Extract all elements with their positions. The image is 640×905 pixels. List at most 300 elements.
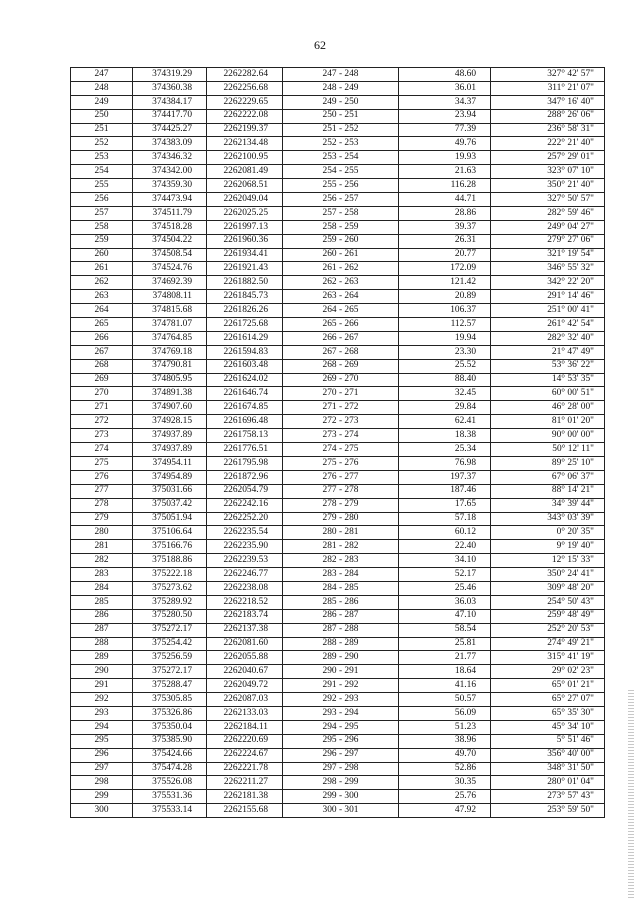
segment-cell: 250 - 251 <box>283 109 399 123</box>
segment-cell: 277 - 278 <box>283 484 399 498</box>
y-coordinate-cell: 2262211.27 <box>207 776 283 790</box>
table-row <box>71 595 605 609</box>
bearing-cell: 253° 59' 50" <box>491 804 605 818</box>
point-number-cell: 256 <box>71 193 133 207</box>
table-row <box>71 762 605 776</box>
y-coordinate-cell: 2262184.11 <box>207 720 283 734</box>
point-number-cell: 276 <box>71 470 133 484</box>
segment-cell: 274 - 275 <box>283 443 399 457</box>
y-coordinate-cell: 2261795.98 <box>207 456 283 470</box>
x-coordinate-cell: 374511.79 <box>133 206 207 220</box>
distance-cell: 25.34 <box>399 443 491 457</box>
bearing-cell: 309° 48' 20" <box>491 581 605 595</box>
distance-cell: 50.57 <box>399 693 491 707</box>
point-number-cell: 287 <box>71 623 133 637</box>
table-row <box>71 429 605 443</box>
segment-cell: 283 - 284 <box>283 568 399 582</box>
distance-cell: 76.98 <box>399 456 491 470</box>
segment-cell: 270 - 271 <box>283 387 399 401</box>
table-row <box>71 470 605 484</box>
table-row <box>71 123 605 137</box>
x-coordinate-cell: 375272.17 <box>133 623 207 637</box>
x-coordinate-cell: 374907.60 <box>133 401 207 415</box>
table-row <box>71 526 605 540</box>
point-number-cell: 290 <box>71 665 133 679</box>
x-coordinate-cell: 374764.85 <box>133 331 207 345</box>
point-number-cell: 283 <box>71 568 133 582</box>
distance-cell: 56.09 <box>399 706 491 720</box>
distance-cell: 19.94 <box>399 331 491 345</box>
table-row <box>71 206 605 220</box>
point-number-cell: 296 <box>71 748 133 762</box>
bearing-cell: 342° 22' 20" <box>491 276 605 290</box>
table-row <box>71 415 605 429</box>
distance-cell: 52.17 <box>399 568 491 582</box>
table-row <box>71 304 605 318</box>
segment-cell: 259 - 260 <box>283 234 399 248</box>
segment-cell: 286 - 287 <box>283 609 399 623</box>
segment-cell: 284 - 285 <box>283 581 399 595</box>
point-number-cell: 270 <box>71 387 133 401</box>
distance-cell: 25.81 <box>399 637 491 651</box>
bearing-cell: 9° 19' 40" <box>491 540 605 554</box>
bearing-cell: 323° 07' 10" <box>491 165 605 179</box>
point-number-cell: 251 <box>71 123 133 137</box>
point-number-cell: 273 <box>71 429 133 443</box>
table-row <box>71 498 605 512</box>
segment-cell: 287 - 288 <box>283 623 399 637</box>
bearing-cell: 327° 50' 57" <box>491 193 605 207</box>
point-number-cell: 271 <box>71 401 133 415</box>
coordinates-table <box>70 67 605 818</box>
x-coordinate-cell: 374928.15 <box>133 415 207 429</box>
distance-cell: 34.10 <box>399 554 491 568</box>
distance-cell: 18.38 <box>399 429 491 443</box>
table-row <box>71 720 605 734</box>
table-row <box>71 804 605 818</box>
y-coordinate-cell: 2261725.68 <box>207 318 283 332</box>
table-row <box>71 679 605 693</box>
point-number-cell: 292 <box>71 693 133 707</box>
bearing-cell: 251° 00' 41" <box>491 304 605 318</box>
point-number-cell: 258 <box>71 220 133 234</box>
point-number-cell: 261 <box>71 262 133 276</box>
distance-cell: 19.93 <box>399 151 491 165</box>
bearing-cell: 315° 41' 19" <box>491 651 605 665</box>
point-number-cell: 281 <box>71 540 133 554</box>
y-coordinate-cell: 2262235.54 <box>207 526 283 540</box>
bearing-cell: 282° 32' 40" <box>491 331 605 345</box>
distance-cell: 22.40 <box>399 540 491 554</box>
x-coordinate-cell: 375526.08 <box>133 776 207 790</box>
bearing-cell: 81° 01' 20" <box>491 415 605 429</box>
table-row <box>71 373 605 387</box>
point-number-cell: 269 <box>71 373 133 387</box>
x-coordinate-cell: 375531.36 <box>133 790 207 804</box>
y-coordinate-cell: 2261758.13 <box>207 429 283 443</box>
bearing-cell: 346° 55' 32" <box>491 262 605 276</box>
table-row <box>71 81 605 95</box>
point-number-cell: 274 <box>71 443 133 457</box>
distance-cell: 17.65 <box>399 498 491 512</box>
point-number-cell: 289 <box>71 651 133 665</box>
y-coordinate-cell: 2262199.37 <box>207 123 283 137</box>
bearing-cell: 88° 14' 21" <box>491 484 605 498</box>
point-number-cell: 293 <box>71 706 133 720</box>
y-coordinate-cell: 2262229.65 <box>207 95 283 109</box>
segment-cell: 271 - 272 <box>283 401 399 415</box>
x-coordinate-cell: 375272.17 <box>133 665 207 679</box>
point-number-cell: 288 <box>71 637 133 651</box>
table-row <box>71 276 605 290</box>
y-coordinate-cell: 2261882.50 <box>207 276 283 290</box>
x-coordinate-cell: 374524.76 <box>133 262 207 276</box>
distance-cell: 36.01 <box>399 81 491 95</box>
segment-cell: 249 - 250 <box>283 95 399 109</box>
table-row <box>71 220 605 234</box>
y-coordinate-cell: 2262137.38 <box>207 623 283 637</box>
distance-cell: 121.42 <box>399 276 491 290</box>
point-number-cell: 249 <box>71 95 133 109</box>
y-coordinate-cell: 2261646.74 <box>207 387 283 401</box>
x-coordinate-cell: 374319.29 <box>133 68 207 82</box>
segment-cell: 252 - 253 <box>283 137 399 151</box>
table-row <box>71 331 605 345</box>
bearing-cell: 65° 35' 30" <box>491 706 605 720</box>
bearing-cell: 279° 27' 06" <box>491 234 605 248</box>
y-coordinate-cell: 2261624.02 <box>207 373 283 387</box>
bearing-cell: 347° 16' 40" <box>491 95 605 109</box>
y-coordinate-cell: 2262235.90 <box>207 540 283 554</box>
bearing-cell: 280° 01' 04" <box>491 776 605 790</box>
bearing-cell: 50° 12' 11" <box>491 443 605 457</box>
point-number-cell: 257 <box>71 206 133 220</box>
point-number-cell: 264 <box>71 304 133 318</box>
point-number-cell: 280 <box>71 526 133 540</box>
segment-cell: 279 - 280 <box>283 512 399 526</box>
y-coordinate-cell: 2262068.51 <box>207 179 283 193</box>
bearing-cell: 291° 14' 46" <box>491 290 605 304</box>
bearing-cell: 29° 02' 23" <box>491 665 605 679</box>
x-coordinate-cell: 374383.09 <box>133 137 207 151</box>
y-coordinate-cell: 2262238.08 <box>207 581 283 595</box>
x-coordinate-cell: 374508.54 <box>133 248 207 262</box>
x-coordinate-cell: 375031.66 <box>133 484 207 498</box>
y-coordinate-cell: 2262252.20 <box>207 512 283 526</box>
y-coordinate-cell: 2261614.29 <box>207 331 283 345</box>
y-coordinate-cell: 2261826.26 <box>207 304 283 318</box>
bearing-cell: 45° 34' 10" <box>491 720 605 734</box>
x-coordinate-cell: 374769.18 <box>133 345 207 359</box>
segment-cell: 300 - 301 <box>283 804 399 818</box>
point-number-cell: 265 <box>71 318 133 332</box>
x-coordinate-cell: 374384.17 <box>133 95 207 109</box>
y-coordinate-cell: 2262087.03 <box>207 693 283 707</box>
segment-cell: 258 - 259 <box>283 220 399 234</box>
bearing-cell: 261° 42' 54" <box>491 318 605 332</box>
bearing-cell: 5° 51' 46" <box>491 734 605 748</box>
table-row <box>71 651 605 665</box>
point-number-cell: 255 <box>71 179 133 193</box>
y-coordinate-cell: 2262181.38 <box>207 790 283 804</box>
segment-cell: 282 - 283 <box>283 554 399 568</box>
segment-cell: 251 - 252 <box>283 123 399 137</box>
x-coordinate-cell: 374781.07 <box>133 318 207 332</box>
y-coordinate-cell: 2262246.77 <box>207 568 283 582</box>
bearing-cell: 259° 48' 49" <box>491 609 605 623</box>
y-coordinate-cell: 2262081.49 <box>207 165 283 179</box>
bearing-cell: 274° 49' 21" <box>491 637 605 651</box>
table-row <box>71 748 605 762</box>
table-row <box>71 234 605 248</box>
bearing-cell: 257° 29' 01" <box>491 151 605 165</box>
y-coordinate-cell: 2261603.48 <box>207 359 283 373</box>
x-coordinate-cell: 374360.38 <box>133 81 207 95</box>
table-row <box>71 248 605 262</box>
segment-cell: 253 - 254 <box>283 151 399 165</box>
distance-cell: 38.96 <box>399 734 491 748</box>
y-coordinate-cell: 2262239.53 <box>207 554 283 568</box>
distance-cell: 25.52 <box>399 359 491 373</box>
distance-cell: 21.63 <box>399 165 491 179</box>
y-coordinate-cell: 2261845.73 <box>207 290 283 304</box>
point-number-cell: 295 <box>71 734 133 748</box>
segment-cell: 291 - 292 <box>283 679 399 693</box>
bearing-cell: 273° 57' 43" <box>491 790 605 804</box>
segment-cell: 267 - 268 <box>283 345 399 359</box>
distance-cell: 49.70 <box>399 748 491 762</box>
x-coordinate-cell: 375533.14 <box>133 804 207 818</box>
distance-cell: 26.31 <box>399 234 491 248</box>
table-row <box>71 401 605 415</box>
table-row <box>71 109 605 123</box>
segment-cell: 260 - 261 <box>283 248 399 262</box>
distance-cell: 20.77 <box>399 248 491 262</box>
bearing-cell: 282° 59' 46" <box>491 206 605 220</box>
y-coordinate-cell: 2262256.68 <box>207 81 283 95</box>
point-number-cell: 297 <box>71 762 133 776</box>
point-number-cell: 282 <box>71 554 133 568</box>
distance-cell: 39.37 <box>399 220 491 234</box>
bearing-cell: 249° 04' 27" <box>491 220 605 234</box>
x-coordinate-cell: 375305.85 <box>133 693 207 707</box>
bearing-cell: 343° 03' 39" <box>491 512 605 526</box>
segment-cell: 254 - 255 <box>283 165 399 179</box>
table-row <box>71 568 605 582</box>
bearing-cell: 321° 19' 54" <box>491 248 605 262</box>
distance-cell: 25.76 <box>399 790 491 804</box>
distance-cell: 77.39 <box>399 123 491 137</box>
point-number-cell: 248 <box>71 81 133 95</box>
distance-cell: 23.94 <box>399 109 491 123</box>
bearing-cell: 46° 28' 00" <box>491 401 605 415</box>
y-coordinate-cell: 2262155.68 <box>207 804 283 818</box>
y-coordinate-cell: 2261997.13 <box>207 220 283 234</box>
bearing-cell: 327° 42' 57" <box>491 68 605 82</box>
x-coordinate-cell: 375256.59 <box>133 651 207 665</box>
point-number-cell: 263 <box>71 290 133 304</box>
y-coordinate-cell: 2261960.36 <box>207 234 283 248</box>
distance-cell: 47.92 <box>399 804 491 818</box>
x-coordinate-cell: 375424.66 <box>133 748 207 762</box>
point-number-cell: 285 <box>71 595 133 609</box>
table-row <box>71 290 605 304</box>
y-coordinate-cell: 2261776.51 <box>207 443 283 457</box>
x-coordinate-cell: 374790.81 <box>133 359 207 373</box>
table-row <box>71 137 605 151</box>
bearing-cell: 254° 50' 43" <box>491 595 605 609</box>
segment-cell: 248 - 249 <box>283 81 399 95</box>
point-number-cell: 260 <box>71 248 133 262</box>
table-row <box>71 665 605 679</box>
table-row <box>71 456 605 470</box>
point-number-cell: 286 <box>71 609 133 623</box>
distance-cell: 20.89 <box>399 290 491 304</box>
x-coordinate-cell: 375188.86 <box>133 554 207 568</box>
table-row <box>71 581 605 595</box>
bearing-cell: 14° 53' 35" <box>491 373 605 387</box>
point-number-cell: 266 <box>71 331 133 345</box>
bearing-cell: 252° 20' 53" <box>491 623 605 637</box>
point-number-cell: 278 <box>71 498 133 512</box>
y-coordinate-cell: 2262133.03 <box>207 706 283 720</box>
x-coordinate-cell: 374937.89 <box>133 443 207 457</box>
x-coordinate-cell: 375280.50 <box>133 609 207 623</box>
y-coordinate-cell: 2261921.43 <box>207 262 283 276</box>
segment-cell: 257 - 258 <box>283 206 399 220</box>
distance-cell: 172.09 <box>399 262 491 276</box>
table-row <box>71 637 605 651</box>
bearing-cell: 12° 15' 33" <box>491 554 605 568</box>
x-coordinate-cell: 374954.89 <box>133 470 207 484</box>
table-row <box>71 179 605 193</box>
point-number-cell: 298 <box>71 776 133 790</box>
point-number-cell: 284 <box>71 581 133 595</box>
x-coordinate-cell: 375474.28 <box>133 762 207 776</box>
distance-cell: 18.64 <box>399 665 491 679</box>
y-coordinate-cell: 2262054.79 <box>207 484 283 498</box>
x-coordinate-cell: 374805.95 <box>133 373 207 387</box>
y-coordinate-cell: 2261872.96 <box>207 470 283 484</box>
x-coordinate-cell: 374417.70 <box>133 109 207 123</box>
table-row <box>71 345 605 359</box>
table-row <box>71 609 605 623</box>
y-coordinate-cell: 2262100.95 <box>207 151 283 165</box>
y-coordinate-cell: 2262242.16 <box>207 498 283 512</box>
distance-cell: 88.40 <box>399 373 491 387</box>
x-coordinate-cell: 374425.27 <box>133 123 207 137</box>
table-row <box>71 776 605 790</box>
point-number-cell: 262 <box>71 276 133 290</box>
table-row <box>71 193 605 207</box>
distance-cell: 29.84 <box>399 401 491 415</box>
bearing-cell: 34° 39' 44" <box>491 498 605 512</box>
distance-cell: 58.54 <box>399 623 491 637</box>
bearing-cell: 65° 01' 21" <box>491 679 605 693</box>
point-number-cell: 300 <box>71 804 133 818</box>
point-number-cell: 250 <box>71 109 133 123</box>
point-number-cell: 247 <box>71 68 133 82</box>
distance-cell: 41.16 <box>399 679 491 693</box>
bearing-cell: 356° 40' 00" <box>491 748 605 762</box>
bearing-cell: 350° 24' 41" <box>491 568 605 582</box>
segment-cell: 262 - 263 <box>283 276 399 290</box>
x-coordinate-cell: 375326.86 <box>133 706 207 720</box>
distance-cell: 23.30 <box>399 345 491 359</box>
segment-cell: 247 - 248 <box>283 68 399 82</box>
bearing-cell: 236° 58' 31" <box>491 123 605 137</box>
bearing-cell: 311° 21' 07" <box>491 81 605 95</box>
y-coordinate-cell: 2261696.48 <box>207 415 283 429</box>
y-coordinate-cell: 2261674.85 <box>207 401 283 415</box>
segment-cell: 264 - 265 <box>283 304 399 318</box>
segment-cell: 266 - 267 <box>283 331 399 345</box>
x-coordinate-cell: 374473.94 <box>133 193 207 207</box>
segment-cell: 272 - 273 <box>283 415 399 429</box>
y-coordinate-cell: 2262049.72 <box>207 679 283 693</box>
point-number-cell: 267 <box>71 345 133 359</box>
x-coordinate-cell: 374815.68 <box>133 304 207 318</box>
distance-cell: 60.12 <box>399 526 491 540</box>
distance-cell: 36.03 <box>399 595 491 609</box>
x-coordinate-cell: 374504.22 <box>133 234 207 248</box>
point-number-cell: 294 <box>71 720 133 734</box>
distance-cell: 47.10 <box>399 609 491 623</box>
y-coordinate-cell: 2262081.60 <box>207 637 283 651</box>
bearing-cell: 222° 21' 40" <box>491 137 605 151</box>
distance-cell: 187.46 <box>399 484 491 498</box>
x-coordinate-cell: 374808.11 <box>133 290 207 304</box>
x-coordinate-cell: 375106.64 <box>133 526 207 540</box>
x-coordinate-cell: 375385.90 <box>133 734 207 748</box>
segment-cell: 298 - 299 <box>283 776 399 790</box>
segment-cell: 294 - 295 <box>283 720 399 734</box>
segment-cell: 273 - 274 <box>283 429 399 443</box>
table-row <box>71 262 605 276</box>
table-row <box>71 693 605 707</box>
table-row <box>71 68 605 82</box>
y-coordinate-cell: 2262055.88 <box>207 651 283 665</box>
scan-edge-marks <box>628 690 634 900</box>
table-row <box>71 512 605 526</box>
point-number-cell: 279 <box>71 512 133 526</box>
bearing-cell: 89° 25' 10" <box>491 456 605 470</box>
table-row <box>71 790 605 804</box>
bearing-cell: 65° 27' 07" <box>491 693 605 707</box>
y-coordinate-cell: 2262183.74 <box>207 609 283 623</box>
x-coordinate-cell: 375037.42 <box>133 498 207 512</box>
table-row <box>71 165 605 179</box>
table-row <box>71 623 605 637</box>
y-coordinate-cell: 2261934.41 <box>207 248 283 262</box>
x-coordinate-cell: 375288.47 <box>133 679 207 693</box>
segment-cell: 290 - 291 <box>283 665 399 679</box>
x-coordinate-cell: 374937.89 <box>133 429 207 443</box>
table-row <box>71 443 605 457</box>
segment-cell: 265 - 266 <box>283 318 399 332</box>
y-coordinate-cell: 2261594.83 <box>207 345 283 359</box>
point-number-cell: 275 <box>71 456 133 470</box>
x-coordinate-cell: 374891.38 <box>133 387 207 401</box>
x-coordinate-cell: 375350.04 <box>133 720 207 734</box>
distance-cell: 30.35 <box>399 776 491 790</box>
table-row <box>71 554 605 568</box>
distance-cell: 25.46 <box>399 581 491 595</box>
point-number-cell: 268 <box>71 359 133 373</box>
y-coordinate-cell: 2262134.48 <box>207 137 283 151</box>
distance-cell: 49.76 <box>399 137 491 151</box>
distance-cell: 21.77 <box>399 651 491 665</box>
